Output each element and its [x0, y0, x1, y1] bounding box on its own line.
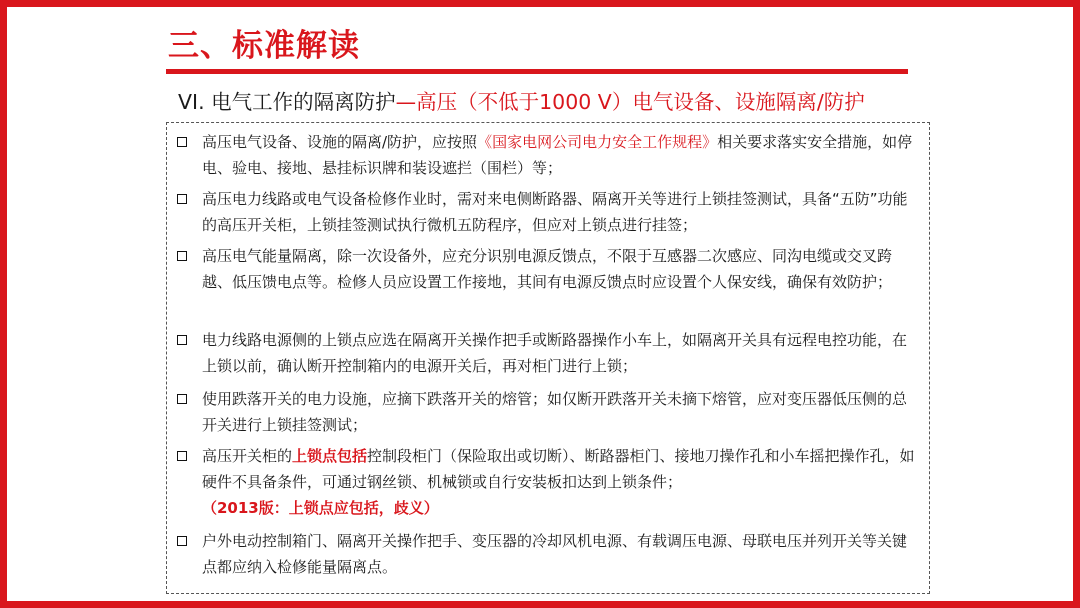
highlight-lock-points: 上锁点包括 — [292, 447, 368, 465]
list-item-text — [202, 386, 921, 438]
list-item — [177, 443, 921, 521]
list-item — [177, 327, 921, 379]
text-segment: 户外电动控制箱门、隔离开关操作把手、变压器的冷却风机电源、有载调压电源、母联电压并列开关等关键点都应纳入检修能量隔离点。 — [202, 532, 908, 576]
text-segment: 使用跌落开关的电力设施，应摘下跌落开关的熔管；如仅断开跌落开关未摘下熔管，应对变压器低压侧的总开关进行上锁挂签测试； — [202, 390, 908, 434]
list-item — [177, 243, 921, 295]
title-rule — [166, 69, 908, 74]
subtitle — [178, 88, 865, 116]
list-item-text — [202, 528, 921, 580]
list-item-text — [202, 243, 921, 295]
square-bullet-icon — [177, 451, 187, 461]
content-box — [166, 122, 930, 594]
text-segment: 相关要求落实安全措施，如停电、验电、接地、悬挂标识牌和装设遮拦（围栏）等； — [202, 133, 913, 177]
text-segment: 高压电力线路或电气设备检修作业时，需对来电侧断路器、隔离开关等进行上锁挂签测试，具备“五防”功能的高压开关柜，上锁挂签测试执行微机五防程序，但应对上锁点进行挂签； — [202, 190, 908, 234]
list-item-text — [202, 186, 921, 238]
version-note: （2013版：上锁点应包括，歧义） — [202, 499, 439, 517]
list-item — [177, 528, 921, 580]
subtitle-prefix: VI. 电气工作的隔离防护 — [178, 90, 396, 114]
square-bullet-icon — [177, 251, 187, 261]
list-item-text — [202, 129, 921, 181]
square-bullet-icon — [177, 536, 187, 546]
list-item-text — [202, 327, 921, 379]
regulation-reference: 《国家电网公司电力安全工作规程》 — [477, 133, 718, 151]
list-item — [177, 186, 921, 238]
text-segment: 高压电气能量隔离，除一次设备外，应充分识别电源反馈点，不限于互感器二次感应、同沟电缆或交叉跨越、低压馈电点等。检修人员应设置工作接地，其间有电源反馈点时应设置个人保安线，确保有效防护； — [202, 247, 893, 291]
text-segment: 电力线路电源侧的上锁点应选在隔离开关操作把手或断路器操作小车上，如隔离开关具有远程电控功能，在上锁以前，确认断开控制箱内的电源开关后，再对柜门进行上锁； — [202, 331, 908, 375]
list-item — [177, 129, 921, 181]
square-bullet-icon — [177, 194, 187, 204]
text-segment: 控制段柜门（保险取出或切断）、断路器柜门、接地刀操作孔和小车摇把操作孔，如硬件不具备条件，可通过钢丝锁、机械锁或自行安装板扣达到上锁条件； — [202, 447, 915, 491]
subtitle-highlight: —高压（不低于1000 V）电气设备、设施隔离/防护 — [395, 90, 865, 114]
square-bullet-icon — [177, 394, 187, 404]
square-bullet-icon — [177, 335, 187, 345]
list-item — [177, 386, 921, 438]
list-item-text — [202, 443, 921, 521]
square-bullet-icon — [177, 137, 187, 147]
text-segment: 高压开关柜的 — [202, 447, 293, 465]
section-title: 三、标准解读 — [168, 28, 360, 64]
text-segment: 高压电气设备、设施的隔离/防护，应按照 — [202, 133, 478, 151]
